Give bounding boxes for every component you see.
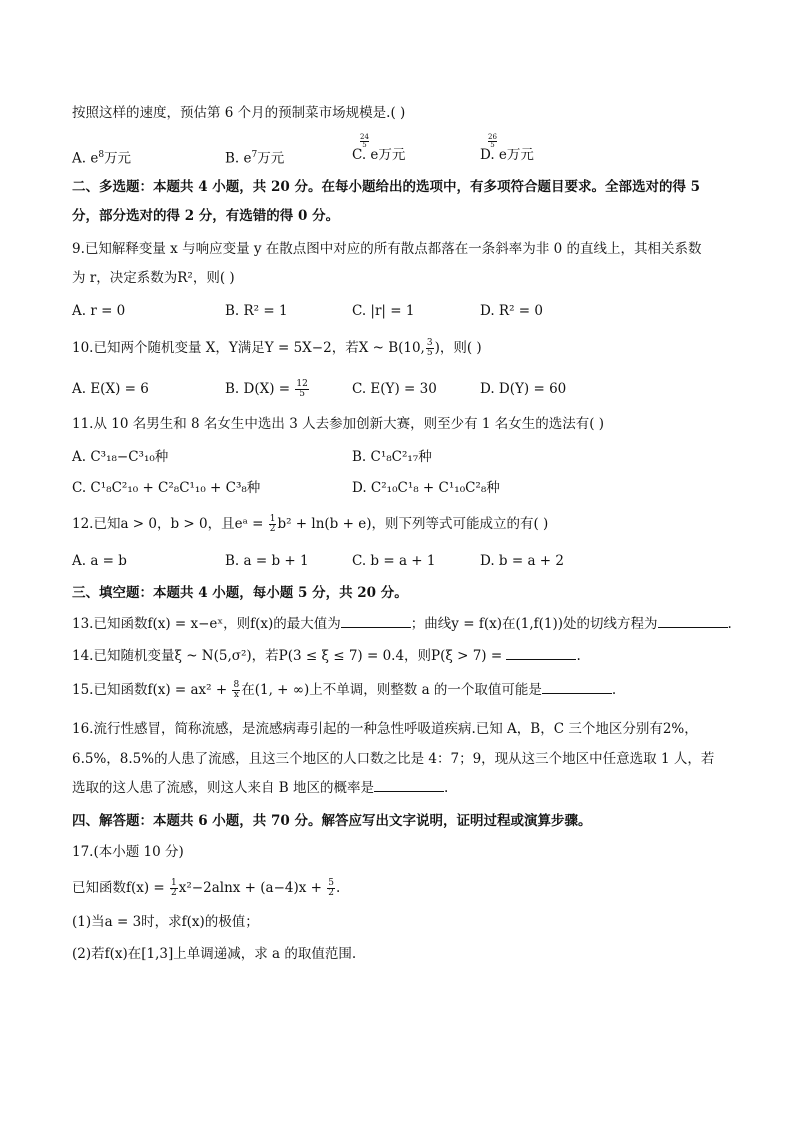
- q16-stem-line3: 选取的这人患了流感，则这人来自 B 地区的概率是 .: [72, 780, 449, 796]
- q10-option-d: D. D(Y) = 60: [480, 381, 567, 397]
- q17-part1: (1)当a = 3时，求f(x)的极值；: [72, 914, 259, 930]
- section4-heading: 四、解答题：本题共 6 小题，共 70 分。解答应写出文字说明，证明过程或演算步骤。: [72, 813, 592, 829]
- q11-option-d: D. C²₁₀C¹₈ + C¹₁₀C²₈种: [352, 480, 500, 496]
- q9-option-b: B. R² = 1: [225, 303, 288, 319]
- q16-stem-line2: 6.5%，8.5%的人患了流感，且这三个地区的人口数之比是 4：7；9，现从这三个地区中任意选取 1 人，若: [72, 751, 715, 767]
- q10-option-b: B. D(X) = $\frac{12}{5}$: [225, 379, 308, 399]
- q12-option-a: A. a = b: [72, 553, 127, 569]
- q9-option-a: A. r = 0: [72, 303, 126, 319]
- q17-heading: 17.(本小题 10 分): [72, 844, 184, 860]
- q8-option-a: A. $e^8$万元: [72, 150, 132, 167]
- q8-option-d: D. e 26 5 万元: [480, 133, 534, 163]
- section3-heading: 三、填空题：本题共 4 小题，每小题 5 分，共 20 分。: [72, 585, 408, 601]
- q15-stem: 15.已知函数f(x) = ax² + $\frac{8}{x}$ 在(1, + ∞)上不单调，则整数 a 的一个取值可能是 .: [72, 680, 617, 700]
- q17-stem: 已知函数f(x) = $\frac{1}{2}$ x²−2alnx + (a−4)x + $\frac{5}{2}$ .: [72, 878, 341, 898]
- q17-part2: (2)若f(x)在[1,3]上单调递减，求 a 的取值范围.: [72, 946, 357, 962]
- q11-option-b: B. C¹₈C²₁₇种: [352, 449, 432, 465]
- q16-stem-line1: 16.流行性感冒，简称流感，是流感病毒引起的一种急性呼吸道疾病.已知 A，B，C 三个地区分别有2%，: [72, 721, 698, 737]
- q13-stem: 13.已知函数f(x) = x−eˣ，则f(x)的最大值为 ；曲线y = f(x)在(1,f(1))处的切线方程为 .: [72, 616, 732, 632]
- q11-option-c: C. C¹₈C²₁₀ + C²₈C¹₁₀ + C³₈种: [72, 480, 261, 496]
- q11-stem: 11.从 10 名男生和 8 名女生中选出 3 人去参加创新大赛，则至少有 1 名女生的选法有( ): [72, 416, 605, 432]
- q8-option-b: B. $e^7$万元: [225, 150, 285, 167]
- section2-heading-line1: 二、多选题：本题共 4 小题，共 20 分。在每小题给出的选项中，有多项符合题目要求。全部选对的得 5: [72, 179, 701, 195]
- q13-blank-1[interactable]: [341, 615, 411, 628]
- q12-option-d: D. b = a + 2: [480, 553, 564, 569]
- q15-blank[interactable]: [542, 681, 612, 694]
- q8-stem: 按照这样的速度，预估第 6 个月的预制菜市场规模是.( ): [72, 105, 406, 121]
- q10-option-c: C. E(Y) = 30: [352, 381, 437, 397]
- q9-option-c: C. |r| = 1: [352, 303, 415, 319]
- q12-option-c: C. b = a + 1: [352, 553, 436, 569]
- q10-option-a: A. E(X) = 6: [72, 381, 149, 397]
- q16-blank[interactable]: [374, 779, 444, 792]
- q11-option-a: A. C³₁₈−C³₁₀种: [72, 449, 169, 465]
- q12-option-b: B. a = b + 1: [225, 553, 309, 569]
- q10-stem: 10.已知两个随机变量 X，Y满足Y = 5X−2，若X ~ B(10, $\frac{3}{5}$ )，则( ): [72, 338, 482, 358]
- q12-stem: 12.已知a > 0，b > 0，且eᵃ = $\frac{1}{2}$ b² + ln(b + e)，则下列等式可能成立的有( ): [72, 514, 549, 534]
- q9-stem-line2: 为 r，决定系数为R²，则( ): [72, 270, 235, 286]
- q9-option-d: D. R² = 0: [480, 303, 543, 319]
- q14-blank[interactable]: [506, 647, 576, 660]
- q13-blank-2[interactable]: [658, 615, 728, 628]
- q8-option-c: C. e 24 5 万元: [352, 133, 406, 163]
- q9-stem-line1: 9.已知解释变量 x 与响应变量 y 在散点图中对应的所有散点都落在一条斜率为非 0 的直线上，其相关系数: [72, 241, 702, 257]
- q14-stem: 14.已知随机变量ξ ~ N(5,σ²)，若P(3 ≤ ξ ≤ 7) = 0.4，则P(ξ > 7) = .: [72, 648, 581, 664]
- section2-heading-line2: 分，部分选对的得 2 分，有选错的得 0 分。: [72, 208, 340, 224]
